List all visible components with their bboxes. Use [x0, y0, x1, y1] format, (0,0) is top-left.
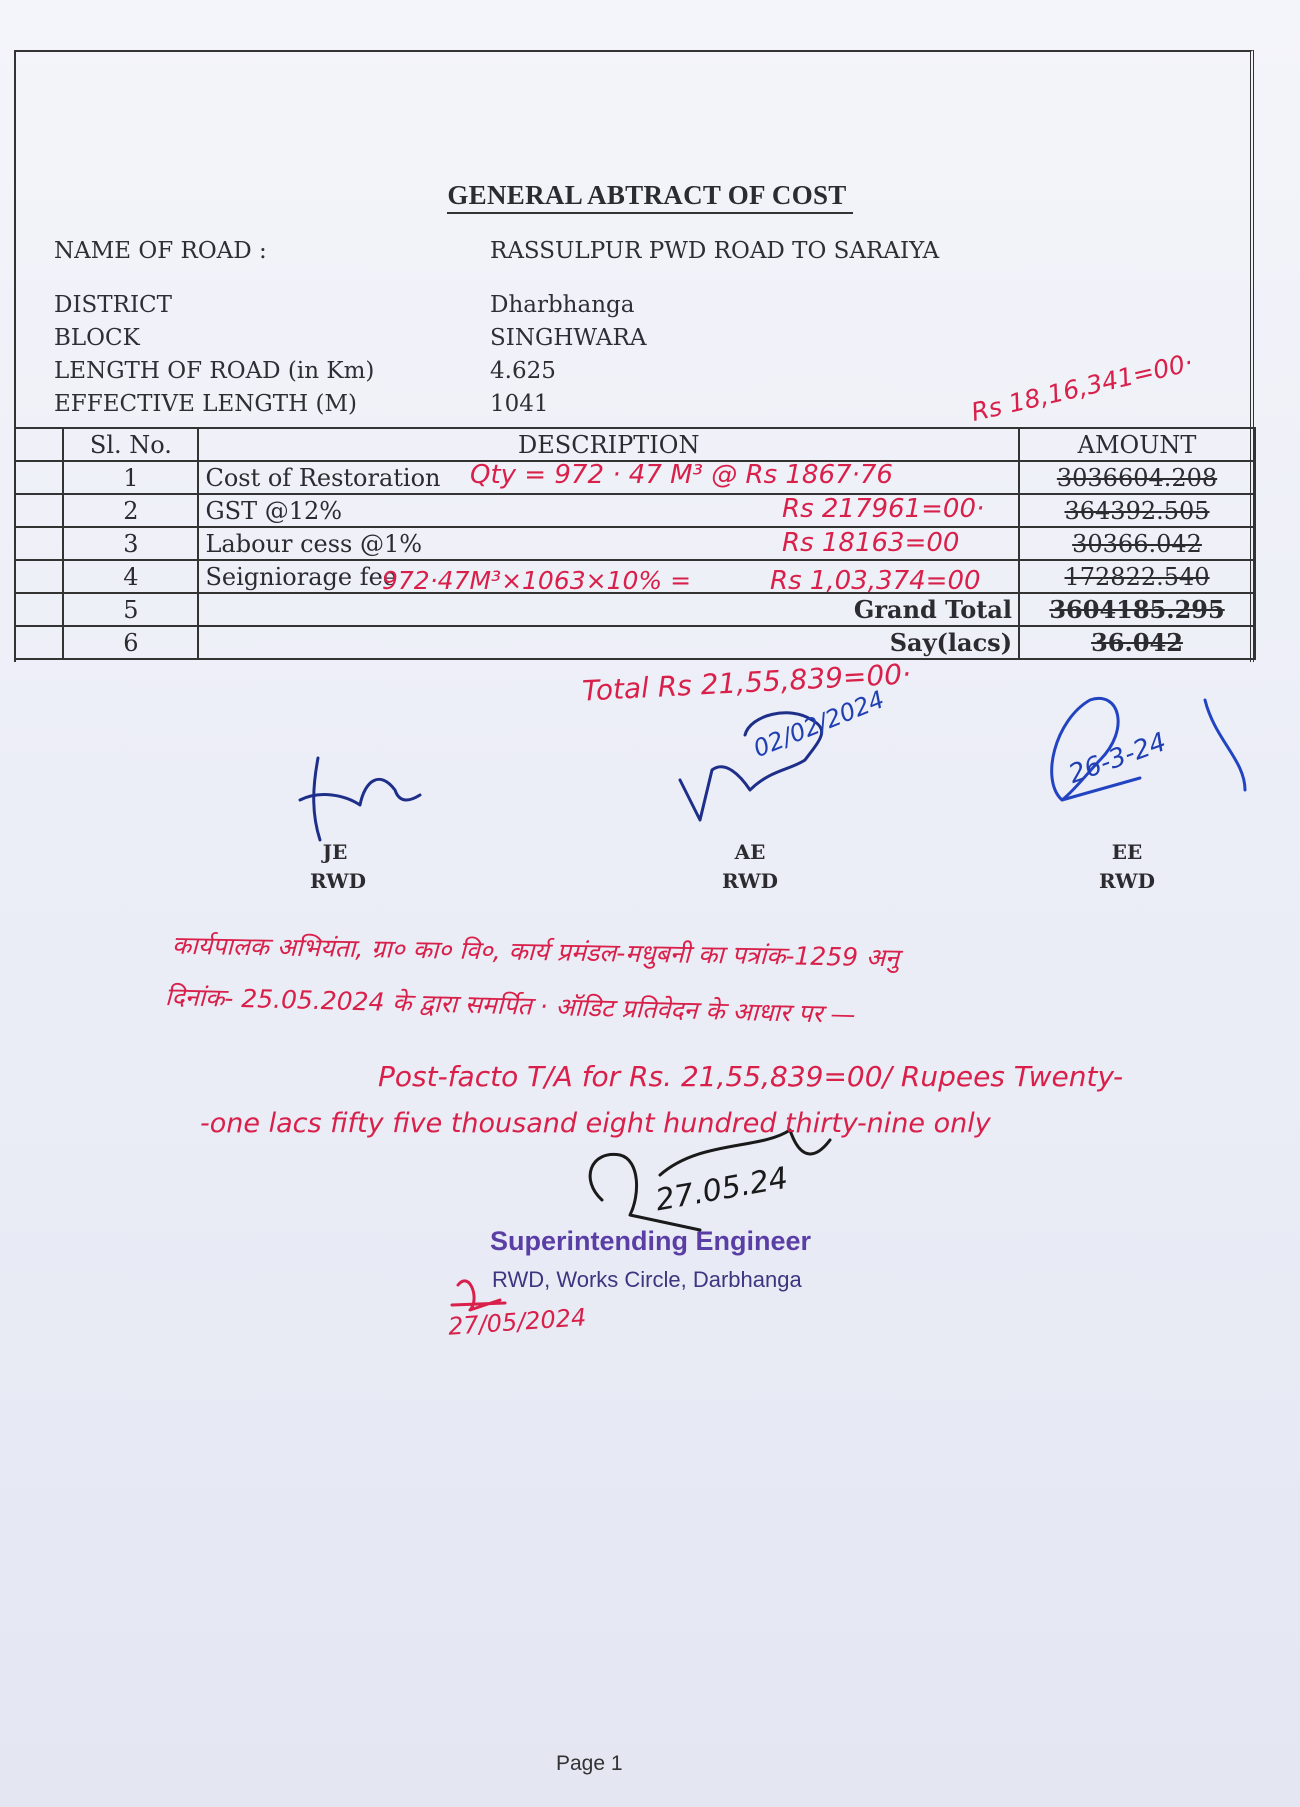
sl-cell: 1: [63, 461, 198, 494]
handwritten-cost-note: Qty = 972 · 47 M³ @ Rs 1867·76: [470, 460, 893, 490]
district-value: Dharbhanga: [490, 292, 635, 318]
say-lacs-amount: 36.042: [1019, 626, 1255, 659]
road-name-value: RASSULPUR PWD ROAD TO SARAIYA: [490, 238, 940, 264]
stamp-date: 27/05/2024: [447, 1303, 588, 1341]
handwritten-amount-in-words: -one lacs fifty five thousand eight hundred thirty-nine only: [200, 1108, 991, 1139]
ee-org: RWD: [1099, 869, 1155, 893]
ee-signature-date: 26-3-24: [1064, 727, 1171, 790]
ee-designation: [1097, 838, 1157, 896]
document-title: GENERAL ABTRACT OF COST: [0, 180, 1300, 211]
description-cell: Cost of Restoration: [198, 461, 1019, 494]
je-label: JE: [322, 840, 348, 864]
sl-cell: 4: [63, 560, 198, 593]
je-designation: [310, 838, 366, 896]
handwritten-gst: Rs 217961=00·: [782, 494, 985, 524]
effective-length-label: EFFECTIVE LENGTH (M): [54, 391, 357, 417]
effective-length-value: 1041: [490, 391, 549, 417]
description-cell: Seigniorage fee: [198, 560, 1019, 593]
se-signature-date: 27.05.24: [652, 1160, 791, 1219]
handwritten-seigniorage-amount: Rs 1,03,374=00: [770, 566, 981, 596]
handwritten-post-facto: Post-facto T/A for Rs. 21,55,839=00/ Rupees Twenty-: [378, 1060, 1124, 1093]
amount-cell: 364392.505: [1019, 494, 1255, 527]
handwritten-seigniorage-calc: 972·47M³×1063×10% =: [382, 566, 692, 595]
block-label: BLOCK: [54, 325, 140, 351]
amount-cell: 30366.042: [1019, 527, 1255, 560]
description-cell: Labour cess @1%: [198, 527, 1019, 560]
handwritten-hindi-line-2: दिनांक- 25.05.2024 के द्वारा समर्पित · ऑडिट प्रतिवेदन के आधार पर —: [164, 981, 856, 1030]
grand-total-amount: 3604185.295: [1019, 593, 1255, 626]
header-sl-no: Sl. No.: [63, 428, 198, 461]
length-label: LENGTH OF ROAD (in Km): [54, 358, 375, 384]
block-value: SINGHWARA: [490, 325, 647, 351]
sl-cell: 6: [63, 626, 198, 659]
handwritten-cess: Rs 18163=00: [782, 528, 960, 558]
ae-label: AE: [734, 840, 766, 864]
header-description: DESCRIPTION: [198, 428, 1019, 461]
say-lacs-label: Say(lacs): [198, 626, 1019, 659]
stamp-title: Superintending Engineer: [490, 1226, 812, 1256]
amount-cell: 3036604.208: [1019, 461, 1255, 494]
handwritten-cost-total: Rs 18,16,341=00·: [968, 347, 1196, 427]
stamp-subtitle: RWD, Works Circle, Darbhanga: [492, 1267, 802, 1292]
amount-cell: 172822.540: [1019, 560, 1255, 593]
ae-designation: [720, 838, 780, 896]
sl-cell: 2: [63, 494, 198, 527]
road-name-label: NAME OF ROAD :: [54, 238, 267, 264]
handwritten-hindi-line-1: कार्यपालक अभियंता, ग्रा० का० वि०, कार्य प्रमंडल-मधुबनी का पत्रांक-1259 अनु: [171, 930, 900, 973]
page-number: Page 1: [556, 1752, 623, 1775]
district-label: DISTRICT: [54, 292, 172, 318]
ae-signature-date: 02/02/2024: [749, 685, 889, 763]
sl-cell: 5: [63, 593, 198, 626]
handwritten-total: Total Rs 21,55,839=00·: [581, 657, 912, 708]
grand-total-label: Grand Total: [198, 593, 1019, 626]
length-value: 4.625: [490, 358, 556, 384]
je-org: RWD: [310, 869, 366, 893]
sl-cell: 3: [63, 527, 198, 560]
description-cell: GST @12%: [198, 494, 1019, 527]
header-amount: AMOUNT: [1019, 428, 1255, 461]
ae-org: RWD: [722, 869, 778, 893]
ee-label: EE: [1111, 840, 1143, 864]
